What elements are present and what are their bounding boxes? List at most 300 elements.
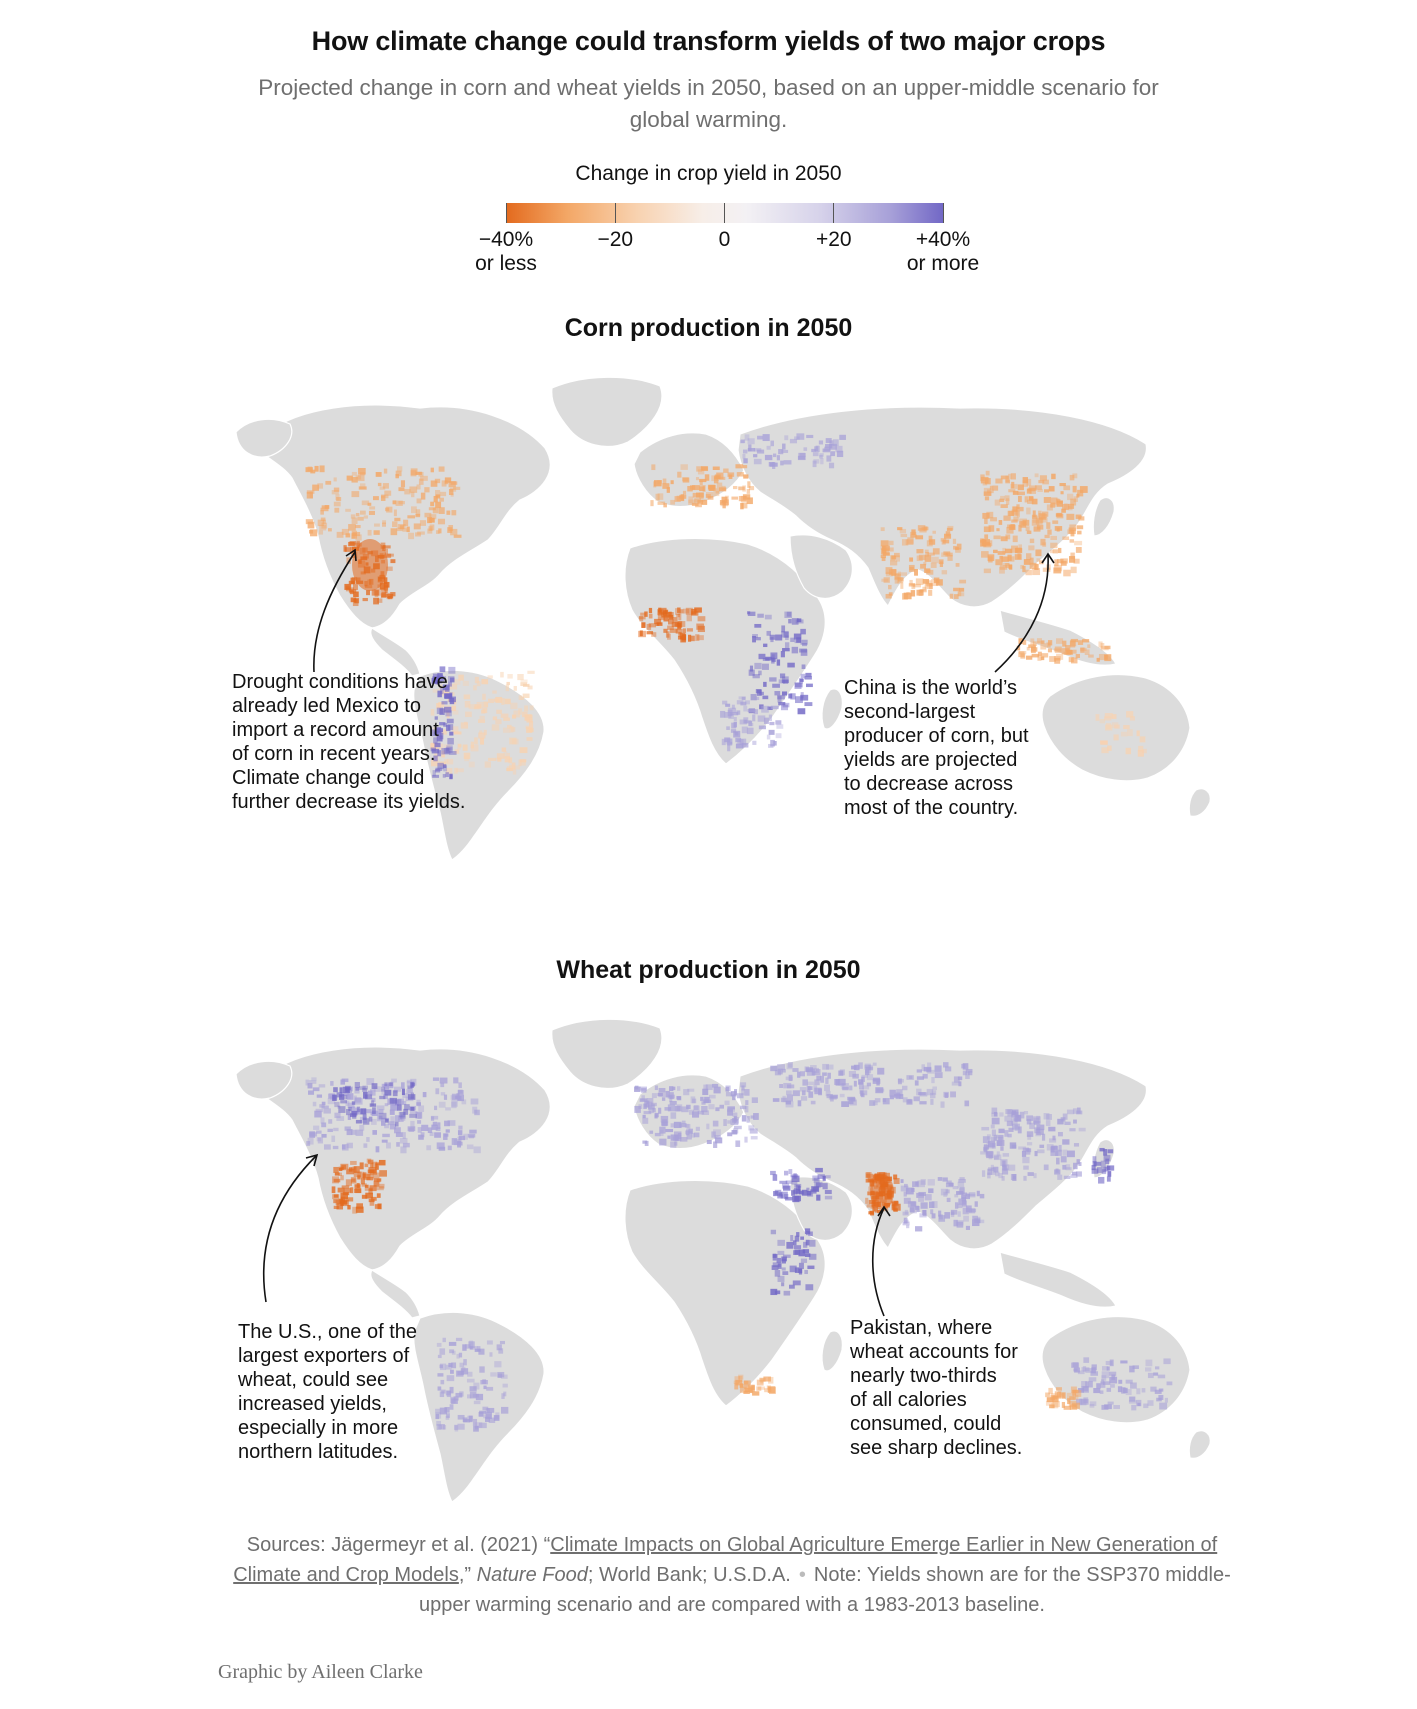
yield-cell (1063, 1114, 1068, 1120)
yield-cell (1123, 725, 1129, 729)
yield-cell (732, 1094, 735, 1100)
yield-cell (321, 518, 326, 521)
yield-cell (431, 468, 434, 473)
yield-cell (730, 712, 738, 715)
yield-cell (313, 1102, 317, 1107)
yield-cell (706, 492, 713, 497)
yield-cell (1088, 655, 1094, 658)
yield-cell (421, 1132, 425, 1137)
yield-cell (671, 480, 674, 484)
yield-cell (984, 569, 991, 574)
yield-cell (902, 1086, 907, 1090)
central-america-shape (371, 1270, 420, 1318)
yield-cell (668, 612, 671, 617)
yield-cell (382, 1140, 388, 1143)
legend-tick-value: 0 (718, 228, 731, 251)
yield-cell (430, 502, 434, 507)
yield-cell (530, 705, 534, 710)
annotation-line: of corn in recent years. (232, 743, 436, 765)
yield-cell (434, 1132, 441, 1137)
yield-cell (444, 1095, 447, 1100)
graphic-credit: Graphic by Aileen Clarke (218, 1661, 423, 1683)
yield-cell (524, 705, 528, 711)
yield-cell (938, 1177, 942, 1181)
yield-cell (770, 635, 776, 640)
yield-cell (757, 436, 763, 440)
yield-cell (769, 715, 772, 721)
yield-cell (360, 483, 365, 489)
yield-cell (384, 582, 390, 588)
legend-tick-mark (943, 203, 944, 223)
yield-cell (502, 747, 506, 751)
yield-cell (959, 580, 966, 584)
yield-cell (953, 546, 957, 550)
yield-cell (1000, 1146, 1003, 1151)
yield-cell (1018, 525, 1021, 532)
yield-cell (487, 675, 492, 678)
yield-cell (1155, 1366, 1159, 1369)
yield-cell (440, 1391, 444, 1397)
yield-cell (1011, 519, 1017, 522)
yield-cell (740, 1082, 746, 1087)
yield-cell (355, 1087, 359, 1091)
yield-cell (670, 500, 675, 505)
yield-cell (1074, 541, 1082, 545)
yield-cell (778, 449, 783, 454)
yield-cell (1057, 528, 1060, 532)
yield-cell (394, 518, 400, 521)
yield-cell (321, 1122, 326, 1127)
yield-cell (763, 434, 770, 441)
yield-cell (338, 1106, 345, 1113)
yield-cell (786, 1101, 794, 1107)
yield-cell (894, 553, 900, 557)
yield-cell (526, 737, 532, 741)
yield-cell (1137, 730, 1140, 736)
yield-cell (1067, 1151, 1075, 1158)
yield-cell (1047, 1397, 1054, 1402)
yield-cell (373, 1173, 380, 1179)
yield-cell (319, 530, 323, 534)
yield-cell (501, 1407, 508, 1414)
yield-cell (849, 1086, 852, 1091)
yield-cell (474, 1146, 481, 1153)
yield-cell (883, 1098, 886, 1102)
yield-cell (468, 1134, 475, 1138)
yield-cell (446, 1390, 451, 1395)
yield-cell (793, 1250, 798, 1255)
yield-cell (916, 549, 923, 553)
yield-cell (1012, 1111, 1016, 1115)
yield-cell (675, 608, 680, 615)
yield-cell (469, 1130, 476, 1134)
yield-cell (527, 671, 534, 674)
yield-cell (770, 1066, 777, 1071)
yield-cell (762, 696, 768, 700)
yield-cell (794, 634, 801, 640)
yield-cell (453, 1077, 458, 1083)
yield-cell (372, 1083, 378, 1089)
yield-cell (991, 1125, 995, 1129)
yield-cell (382, 1134, 390, 1137)
yield-cell (935, 1072, 943, 1078)
yield-cell (800, 1071, 805, 1076)
yield-cell (784, 1171, 788, 1176)
yield-cell (453, 487, 460, 490)
yield-cell (449, 1349, 454, 1353)
yield-cell (834, 1079, 839, 1085)
yield-cell (807, 1086, 811, 1092)
yield-cell (679, 1123, 686, 1127)
yield-cell (355, 525, 361, 528)
yield-cell (866, 1179, 873, 1183)
yield-cell (990, 517, 997, 521)
yield-cell (792, 1196, 799, 1202)
yield-cell (316, 1109, 324, 1112)
yield-cell (807, 1266, 814, 1269)
yield-cell (423, 1092, 427, 1097)
yield-cell (702, 1110, 709, 1115)
yield-cell (841, 1101, 849, 1107)
yield-cell (651, 632, 656, 637)
annotation-line: producer of corn, but (844, 725, 1029, 747)
yield-cell (434, 1106, 437, 1110)
yield-cell (400, 1146, 406, 1153)
yield-cell (731, 497, 738, 500)
yield-cell (401, 1082, 405, 1089)
yield-cell (663, 503, 667, 507)
yield-cell (471, 1098, 479, 1104)
yield-cell (308, 1090, 314, 1094)
legend-tick-label (446, 228, 566, 276)
yield-cell (991, 1165, 994, 1170)
yield-cell (385, 1103, 389, 1106)
yield-cell (372, 1162, 377, 1168)
yield-cell (760, 1378, 763, 1383)
yield-cell (507, 674, 512, 679)
yield-cell (1077, 531, 1081, 535)
yield-cell (667, 1136, 670, 1139)
yield-cell (1025, 570, 1031, 575)
yield-cell (743, 465, 747, 468)
yield-cell (334, 1113, 340, 1118)
yield-cell (739, 496, 747, 501)
yield-cell (372, 1130, 377, 1135)
yield-cell (932, 1090, 936, 1095)
yield-cell (944, 1212, 950, 1219)
yield-cell (904, 1192, 907, 1197)
yield-cell (677, 1086, 680, 1091)
yield-cell (906, 1225, 909, 1228)
yield-cell (708, 485, 715, 490)
yield-cell (650, 500, 653, 506)
yield-cell (776, 733, 782, 738)
yield-cell (898, 572, 901, 576)
yield-cell (448, 1146, 452, 1151)
yield-cell (683, 628, 686, 633)
yield-cell (659, 1088, 666, 1092)
yield-cell (807, 1191, 811, 1195)
yield-cell (1003, 516, 1010, 521)
yield-cell (416, 509, 420, 515)
yield-cell (813, 461, 817, 468)
annotation-line: wheat, could see (238, 1369, 389, 1391)
yield-cell (954, 1194, 958, 1197)
yield-cell (985, 496, 989, 500)
yield-cell (467, 1144, 473, 1149)
yield-cell (337, 532, 344, 538)
yield-cell (807, 1082, 814, 1086)
yield-cell (634, 1087, 640, 1092)
corn-map-title: Corn production in 2050 (564, 314, 853, 342)
yield-cell (988, 556, 992, 562)
yield-cell (510, 726, 514, 733)
north-america-shape (256, 1047, 550, 1270)
yield-cell (1098, 1177, 1104, 1184)
yield-cell (767, 1385, 771, 1389)
sources-article-link[interactable]: Climate Impacts on Global Agriculture Emerge Earlier in New Generation of Climate and Crop Models (233, 1534, 1218, 1586)
callout-line (264, 1156, 316, 1302)
yield-cell (319, 1084, 326, 1087)
yield-cell (840, 1094, 845, 1097)
yield-cell (889, 592, 893, 595)
yield-cell (1040, 643, 1046, 649)
yield-cell (770, 740, 775, 747)
yield-cell (513, 710, 519, 717)
yield-cell (483, 702, 488, 708)
yield-cell (473, 1394, 479, 1398)
yield-cell (321, 1134, 326, 1138)
yield-cell (1126, 1380, 1133, 1384)
yield-cell (941, 552, 948, 556)
yield-cell (989, 1155, 993, 1159)
yield-cell (771, 1230, 776, 1235)
yield-cell (409, 1114, 417, 1118)
annotation-line: of all calories (850, 1389, 967, 1411)
yield-cell (449, 481, 456, 487)
legend-tick-value: −40% (478, 228, 534, 251)
yield-cell (1118, 1380, 1122, 1384)
yield-cell (727, 1120, 731, 1123)
yield-cell (767, 735, 770, 740)
yield-cell (683, 477, 690, 482)
yield-cell (705, 474, 709, 480)
yield-cell (861, 1093, 865, 1097)
yield-cell (815, 1168, 823, 1172)
yield-cell (763, 644, 767, 647)
yield-cell (901, 1179, 904, 1183)
yield-cell (347, 476, 353, 481)
yield-cell (480, 716, 485, 719)
yield-cell (725, 496, 729, 500)
yield-cell (317, 1094, 322, 1097)
yield-cell (822, 1064, 829, 1070)
yield-cell (328, 528, 332, 531)
yield-cell (1110, 1384, 1115, 1388)
yield-cell (495, 1412, 499, 1419)
yield-cell (475, 677, 479, 683)
yield-cell (1087, 644, 1090, 648)
yield-cell (854, 1081, 857, 1087)
yield-cell (1062, 1139, 1069, 1144)
yield-cell (1022, 1151, 1026, 1157)
yield-cell (1000, 496, 1005, 500)
yield-cell (345, 1087, 352, 1093)
yield-cell (377, 598, 382, 602)
yield-cell (397, 1104, 401, 1110)
yield-cell (809, 1254, 816, 1260)
yield-cell (798, 708, 806, 714)
yield-cell (683, 491, 686, 495)
yield-cell (727, 1132, 732, 1136)
japan-shape (1093, 498, 1114, 536)
yield-cell (438, 1386, 442, 1390)
yield-cell (794, 1184, 801, 1188)
yield-cell (776, 724, 783, 729)
yield-cell (332, 1194, 339, 1199)
yield-cell (786, 1077, 793, 1081)
yield-cell (740, 1106, 746, 1109)
yield-cell (1046, 522, 1050, 529)
yield-cell (642, 1118, 648, 1124)
yield-cell (1073, 486, 1077, 493)
yield-cell (507, 753, 510, 760)
yield-cell (1052, 520, 1058, 523)
yield-cell (798, 1100, 802, 1106)
yield-cell (786, 1242, 793, 1249)
yield-cell (677, 1104, 683, 1111)
yield-cell (351, 491, 359, 497)
yield-cell (529, 721, 533, 728)
yield-cell (984, 491, 992, 495)
yield-cell (417, 531, 425, 534)
yield-cell (900, 572, 907, 576)
yield-cell (742, 1115, 746, 1121)
yield-cell (500, 672, 504, 678)
yield-cell (1008, 474, 1011, 479)
yield-cell (1105, 1159, 1109, 1164)
yield-cell (1167, 1381, 1173, 1385)
sources-journal: Nature Food (476, 1564, 588, 1586)
yield-cell (1035, 1151, 1038, 1156)
yield-cell (489, 1352, 492, 1356)
yield-cell (387, 593, 390, 599)
yield-cell (1015, 554, 1022, 560)
yield-cell (327, 1129, 332, 1132)
yield-cell (1002, 1176, 1005, 1181)
yield-cell (469, 762, 475, 768)
annotation-line: Pakistan, where (850, 1317, 993, 1339)
yield-cell (747, 728, 754, 734)
yield-cell (396, 471, 402, 477)
yield-cell (754, 459, 762, 464)
yield-cell (882, 557, 886, 561)
yield-cell (438, 1355, 442, 1358)
yield-cell (742, 454, 745, 459)
yield-cell (741, 1089, 744, 1095)
yield-cell (930, 1099, 933, 1105)
yield-cell (321, 523, 327, 529)
yield-cell (451, 1102, 456, 1108)
yield-cell (418, 1105, 424, 1112)
yield-cell (1136, 1388, 1140, 1394)
annotation-line: Drought conditions have (232, 671, 448, 693)
yield-cell (1025, 496, 1028, 502)
yield-cell (998, 1129, 1004, 1133)
yield-cell (789, 1285, 795, 1289)
north-america-shape (256, 405, 550, 628)
yield-cell (823, 449, 831, 453)
yield-cell (984, 534, 988, 539)
yield-cell (458, 1130, 462, 1135)
yield-cell (801, 674, 806, 679)
yield-cell (719, 1105, 724, 1109)
yield-cell (351, 1130, 356, 1135)
yield-cell (687, 628, 693, 631)
yield-cell (1049, 1404, 1054, 1408)
yield-cell (510, 703, 517, 709)
yield-cell (931, 563, 937, 568)
yield-cell (813, 452, 819, 456)
yield-cell (1048, 640, 1052, 645)
yield-cell (1069, 657, 1074, 662)
yield-cell (750, 1128, 758, 1133)
yield-cell (969, 1208, 975, 1213)
yield-cell (392, 521, 397, 527)
yield-cell (368, 530, 372, 536)
yield-cell (1033, 510, 1036, 517)
yield-cell (640, 1098, 648, 1102)
yield-cell (756, 1386, 761, 1390)
yield-cell (674, 1141, 677, 1145)
yield-cell (1140, 736, 1146, 742)
yield-cell (668, 1104, 675, 1111)
yield-cell (456, 1338, 462, 1341)
yield-cell (662, 1097, 665, 1101)
yield-cell (1058, 548, 1061, 553)
yield-cell (830, 1096, 834, 1101)
yield-cell (431, 1116, 438, 1120)
yield-cell (772, 462, 775, 469)
yield-cell (344, 1188, 352, 1193)
yield-cell (420, 476, 428, 481)
yield-cell (658, 1092, 665, 1097)
yield-cell (384, 491, 391, 496)
yield-cell (761, 706, 769, 713)
yield-cell (947, 1180, 952, 1184)
yield-cell (1005, 1109, 1011, 1114)
yield-cell (332, 1176, 339, 1183)
legend-tick-mark (506, 203, 507, 223)
yield-cell (439, 507, 445, 514)
yield-cell (1138, 750, 1144, 757)
yield-cell (377, 1193, 381, 1198)
yield-cell (995, 479, 1002, 484)
yield-cell (1074, 1368, 1080, 1373)
page-title: How climate change could transform yields of two major crops (311, 26, 1106, 56)
yield-cell (799, 1191, 804, 1195)
yield-cell (449, 1342, 456, 1346)
yield-cell (1029, 485, 1037, 490)
yield-cell (1023, 1166, 1029, 1170)
yield-cell (929, 583, 933, 589)
yield-cell (923, 1074, 928, 1079)
yield-cell (364, 515, 368, 518)
yield-cell (1020, 653, 1025, 658)
yield-cell (1099, 1148, 1104, 1151)
yield-cell (742, 697, 746, 700)
yield-cell (322, 1102, 326, 1105)
